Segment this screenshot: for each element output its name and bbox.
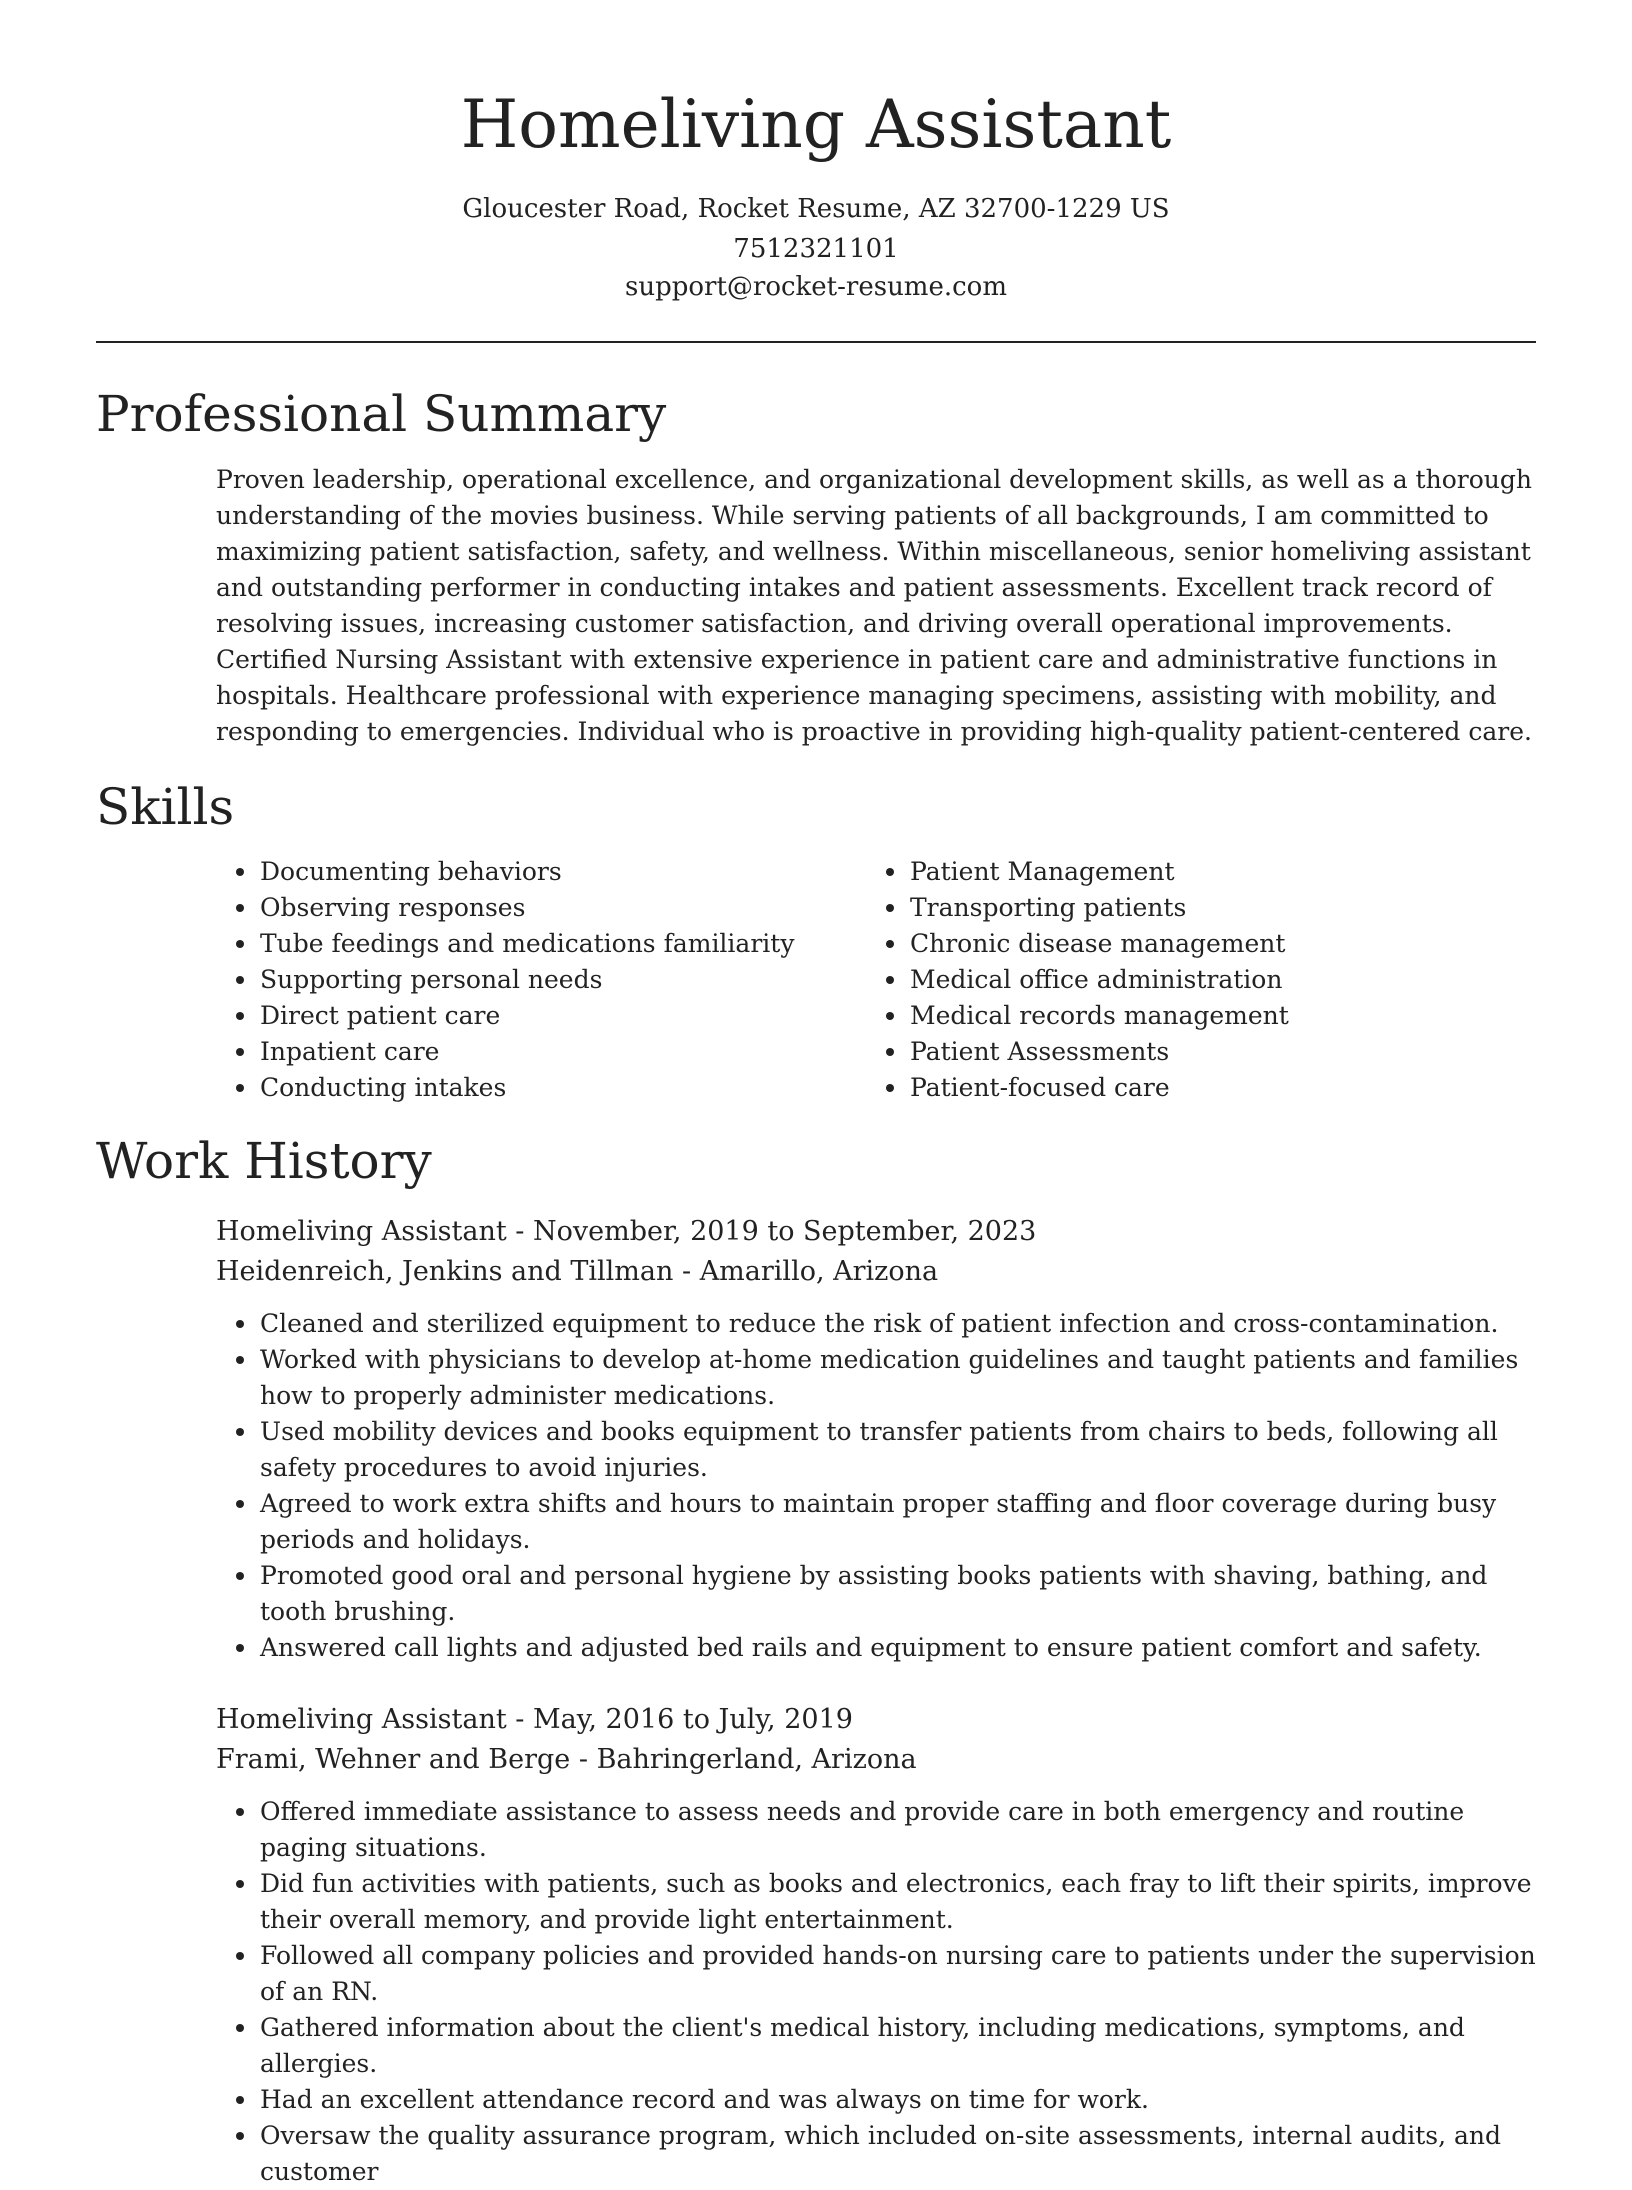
candidate-name: Homeliving Assistant	[460, 86, 1172, 163]
job-duty: Used mobility devices and books equipment to transfer patients from chairs to beds, following all safety procedures to avoid injuries.	[216, 1414, 1541, 1486]
job-duty: Did fun activities with patients, such as books and electronics, each fray to lift their spirits, improve their overall memory, and provide light entertainment.	[216, 1866, 1541, 1938]
job-title-line: Homeliving Assistant - November, 2019 to September, 2023	[216, 1216, 1037, 1247]
skills-list-left	[216, 854, 836, 1106]
skills-heading: Skills	[96, 778, 235, 836]
work-history-heading: Work History	[96, 1132, 432, 1190]
skill-item: Chronic disease management	[866, 926, 1536, 962]
job-duty: Worked with physicians to develop at-home medication guidelines and taught patients and families how to properly administer medications.	[216, 1342, 1541, 1414]
job-role: Homeliving Assistant	[216, 1704, 507, 1735]
job-company: Heidenreich, Jenkins and Tillman	[216, 1256, 674, 1287]
job-duty: Cleaned and sterilized equipment to reduce the risk of patient infection and cross-contamination.	[216, 1306, 1541, 1342]
job-location: Bahringerland, Arizona	[596, 1744, 917, 1775]
job-company-line: Frami, Wehner and Berge - Bahringerland, Arizona	[216, 1744, 917, 1775]
job-location: Amarillo, Arizona	[699, 1256, 939, 1287]
skill-item: Tube feedings and medications familiarity	[216, 926, 836, 962]
job-duty: Had an excellent attendance record and was always on time for work.	[216, 2082, 1541, 2118]
skill-item: Direct patient care	[216, 998, 836, 1034]
contact-email: support@rocket-resume.com	[624, 272, 1007, 302]
skill-item: Documenting behaviors	[216, 854, 836, 890]
job-duty: Oversaw the quality assurance program, which included on-site assessments, internal audits, and customer	[216, 2118, 1541, 2190]
contact-address: Gloucester Road, Rocket Resume, AZ 32700-1229 US	[462, 194, 1170, 224]
job-dates: May, 2016 to July, 2019	[532, 1704, 853, 1735]
job-duty: Answered call lights and adjusted bed rails and equipment to ensure patient comfort and safety.	[216, 1630, 1541, 1666]
contact-phone: 7512321101	[733, 234, 899, 264]
job-duty: Promoted good oral and personal hygiene by assisting books patients with shaving, bathing, and tooth brushing.	[216, 1558, 1541, 1630]
skills-list-right	[866, 854, 1536, 1106]
skill-item: Inpatient care	[216, 1034, 836, 1070]
job-duty: Agreed to work extra shifts and hours to maintain proper staffing and floor coverage during busy periods and holidays.	[216, 1486, 1541, 1558]
job-duties-list	[216, 1306, 1541, 1666]
job-duty: Offered immediate assistance to assess needs and provide care in both emergency and routine paging situations.	[216, 1794, 1541, 1866]
job-dates: November, 2019 to September, 2023	[532, 1216, 1037, 1247]
summary-text: Proven leadership, operational excellence, and organizational development skills, as well as a thorough understanding of the movies business. While serving patients of all backgrounds, I am committed to maximizing patient satisfaction, safety, and wellness. Within miscellaneous, senior homeliving assistant and outstanding performer in conducting intakes and patient assessments. Excellent track record of resolving issues, increasing customer satisfaction, and driving overall operational improvements. Certified Nursing Assistant with extensive experience in patient care and administrative functions in hospitals. Healthcare professional with experience managing specimens, assisting with mobility, and responding to emergencies. Individual who is proactive in providing high-quality patient-centered care.	[216, 465, 1532, 746]
job-duty: Followed all company policies and provided hands-on nursing care to patients under the supervision of an RN.	[216, 1938, 1541, 2010]
skill-item: Conducting intakes	[216, 1070, 836, 1106]
skill-item: Medical records management	[866, 998, 1536, 1034]
skill-item: Supporting personal needs	[216, 962, 836, 998]
job-duties-list	[216, 1794, 1541, 2190]
header-divider	[96, 341, 1536, 343]
skill-item: Patient Assessments	[866, 1034, 1536, 1070]
skill-item: Patient Management	[866, 854, 1536, 890]
skill-item: Patient-focused care	[866, 1070, 1536, 1106]
job-company-line: Heidenreich, Jenkins and Tillman - Amarillo, Arizona	[216, 1256, 939, 1287]
summary-heading: Professional Summary	[96, 385, 667, 443]
skill-item: Transporting patients	[866, 890, 1536, 926]
skill-item: Observing responses	[216, 890, 836, 926]
job-duty: Gathered information about the client's medical history, including medications, symptoms, and allergies.	[216, 2010, 1541, 2082]
job-role: Homeliving Assistant	[216, 1216, 507, 1247]
skill-item: Medical office administration	[866, 962, 1536, 998]
job-company: Frami, Wehner and Berge	[216, 1744, 571, 1775]
job-title-line: Homeliving Assistant - May, 2016 to July, 2019	[216, 1704, 853, 1735]
